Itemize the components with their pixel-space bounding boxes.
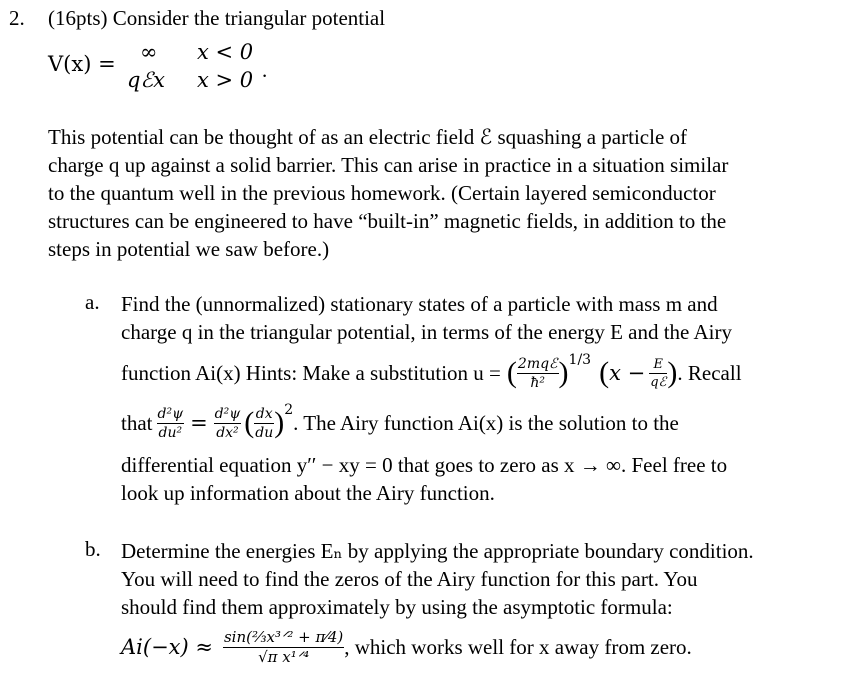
- part-a-text-end: [121, 451, 851, 507]
- intro-line: steps in potential we saw before.): [48, 237, 330, 261]
- intro-line: structures can be engineered to have “built-in” magnetic fields, in addition to the: [48, 209, 727, 233]
- left-paren-2: (: [599, 356, 610, 389]
- part-a-label: a.: [85, 290, 100, 314]
- part-b-text: [121, 537, 851, 621]
- airy-post: , which works well for x away from zero.: [344, 634, 692, 659]
- problem-number: 2.: [9, 6, 25, 30]
- left-paren: (: [506, 356, 517, 389]
- airy-fraction-num: sin(⅔x³ᐟ² + π⁄4): [223, 627, 344, 646]
- d2psi-dx2-den: dx²: [216, 424, 239, 441]
- sub-fraction: [517, 357, 559, 390]
- d2psi-dx2-num: d²ψ: [214, 405, 241, 422]
- intro-line: charge q up against a solid barrier. This can arise in practice in a situation similar: [48, 153, 729, 177]
- intro-paragraph: [48, 123, 838, 263]
- part-a-line: differential equation y′′ − xy = 0 that goes to zero as x → ∞. Feel free to: [121, 453, 728, 477]
- energy-fraction-den: qℰ: [650, 374, 667, 390]
- problem-header: (16pts) Consider the triangular potential: [48, 6, 386, 30]
- energy-fraction: [649, 358, 667, 389]
- part-a-line: Find the (unnormalized) stationary states of a particle with mass m and: [121, 292, 718, 316]
- sub-exponent: 1/3: [568, 352, 592, 368]
- left-paren-3: (: [244, 406, 255, 439]
- part-b-line: You will need to find the zeros of the Airy function for this part. You: [121, 567, 698, 591]
- potential-case1-cond: x < 0: [197, 40, 254, 64]
- part-a-line4-post: . The Airy function Ai(x) is the solution to the: [293, 410, 679, 435]
- part-b-label: b.: [85, 537, 101, 561]
- part-b-line: Determine the energies Eₙ by applying the appropriate boundary condition.: [121, 539, 754, 563]
- part-a-text: [121, 290, 851, 346]
- right-paren-3: ): [274, 406, 285, 439]
- d2psi-dx2-fraction: [214, 407, 242, 440]
- potential-lhs: V(x) =: [48, 52, 116, 76]
- part-a-line3-post: . Recall: [677, 360, 742, 385]
- energy-fraction-num: E: [649, 358, 667, 374]
- airy-fraction: [223, 627, 344, 666]
- potential-end: .: [262, 58, 268, 82]
- equals-sign: =: [190, 411, 208, 435]
- potential-case2-cond: x > 0: [197, 68, 254, 92]
- intro-line: to the quantum well in the previous homework. (Certain layered semiconductor: [48, 181, 716, 205]
- dx-du-num: dx: [255, 405, 273, 422]
- square-exponent: 2: [284, 402, 294, 418]
- right-paren: ): [558, 356, 569, 389]
- right-paren-2: ): [667, 356, 678, 389]
- d2psi-du2-num: d²ψ: [157, 405, 184, 422]
- part-a-line: charge q in the triangular potential, in terms of the energy E and the Airy: [121, 320, 732, 344]
- airy-fraction-den: √π x¹ᐟ⁴: [258, 647, 310, 666]
- part-a-line: look up information about the Airy function.: [121, 481, 495, 505]
- part-b-line: should find them approximately by using the asymptotic formula:: [121, 595, 673, 619]
- dx-du-den: du: [255, 424, 274, 441]
- airy-asymptotic-line: [121, 622, 692, 672]
- d2psi-du2-den: du²: [158, 424, 183, 441]
- sub-fraction-den: ħ²: [530, 374, 546, 391]
- part-a-line3-pre: function Ai(x) Hints: Make a substitution u =: [121, 360, 501, 385]
- part-a-derivative-line: [121, 400, 679, 446]
- intro-line: This potential can be thought of as an electric field ℰ squashing a particle of: [48, 125, 688, 149]
- d2psi-du2-fraction: [157, 407, 185, 440]
- part-a-that: that: [121, 410, 153, 435]
- potential-case1-value: ∞: [140, 40, 158, 64]
- part-a-substitution-line: [121, 350, 742, 396]
- airy-lhs: Ai(−x) ≈: [121, 635, 213, 659]
- sub-fraction-num: 2mqℰ: [517, 355, 558, 372]
- dx-du-fraction: [254, 407, 274, 440]
- sub-x-minus: x −: [609, 361, 646, 385]
- potential-case2-value: qℰx: [127, 68, 166, 92]
